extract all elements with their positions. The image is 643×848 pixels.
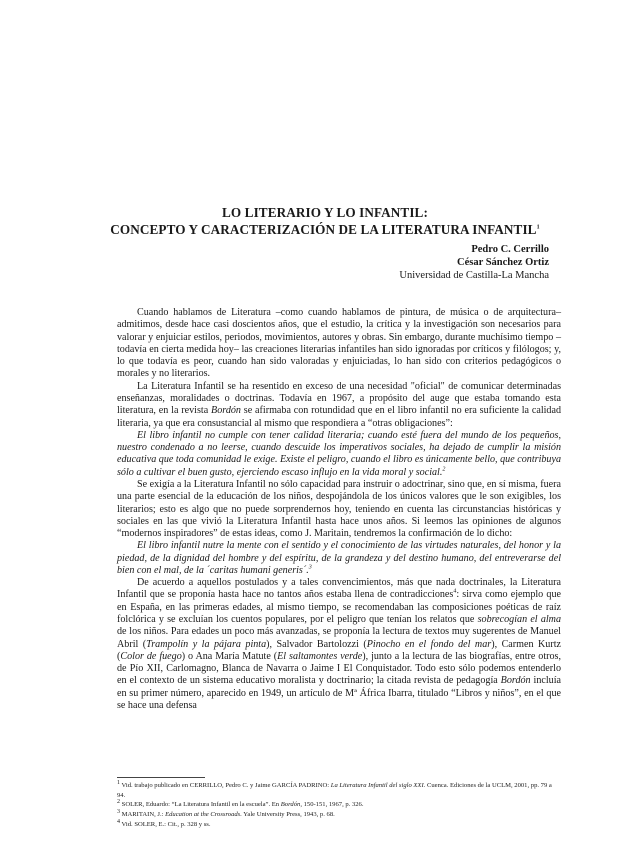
p4-text-e: ), Carmen Kurtz ( bbox=[117, 638, 561, 662]
footnote-3-text-a: MARITAIN, J.: bbox=[121, 811, 166, 819]
quote-1-text: El libro infantil no cumple con tener calidad literaria; cuando esté fuera del mundo de los pequeños, nuestro condenado a no leerse, cuando descuide los imperativos sociales, ha dejado de cumplir la misión educativa que toda comunidad le exige. Existe el peligro, cuando el libro es únicamente bello, que contribuya sólo a cultivar el buen gusto, ejerciendo escaso influjo en la vida moral y social. bbox=[117, 429, 561, 478]
footnotes bbox=[117, 781, 561, 830]
p4-text-h: incluía en su primer número, aparecido en 1949, un artículo de Mª África Ibarra, titulado “Libros y niños”, en el que se hace una defensa bbox=[117, 675, 561, 711]
title-line-1 bbox=[100, 204, 550, 221]
quote-1-mark: 2 bbox=[442, 466, 446, 473]
footnote-2 bbox=[117, 800, 561, 810]
paragraph-1: Cuando hablamos de Literatura –como cuando hablamos de pintura, de música o de arquitectura– admitimos, desde hace casi doscientos años, que el estudio, la crítica y la investigación son necesarios para valorar y enjuiciar estilos, periodos, movimientos, autores y obras. Sin embargo, durante muchísimo tiempo –todavía en cierta medida hoy– las creaciones literarias infantiles han sido ignoradas por críticos y filólogos; y, lo que todavía es peor, cuando han sido valoradas y enjuiciadas, lo han sido con criterios pedagógicos o morales y no literarios. bbox=[117, 307, 561, 380]
footnote-4-text: Vid. SOLER, E.: Cit., p. 328 y ss. bbox=[121, 820, 211, 828]
paragraph-3: Se exigía a la Literatura Infantil no sólo capacidad para instruir o adoctrinar, sino que, en sí misma, fuera una parte esencial de la educación de los niños, despojándola de los únicos valores que le son exigibles, los literarios; esto es algo que no puede sorprendernos hoy, teniendo en cuenta las circunstancias históricas y sociales en las que vivió la Literatura Infantil hasta hace unos años. Si leemos las opiniones de algunos “modernos inspiradores” de estas ideas, como J. Maritain, tendremos la confirmación de lo dicho: bbox=[117, 478, 561, 540]
footnote-2-text-a: SOLER, Eduardo: “La Literatura Infantil en la escuela”. En bbox=[121, 801, 281, 809]
footnote-2-mark: 2 bbox=[117, 799, 120, 806]
footnote-4 bbox=[117, 820, 561, 830]
footnote-2-italic: Bordón bbox=[280, 801, 301, 809]
body-text bbox=[117, 307, 561, 712]
footnote-3-text-b: Yale University Press, 1943, p. 68. bbox=[241, 811, 335, 819]
title-line-1-text: LO LITERARIO Y LO INFANTIL: bbox=[222, 205, 428, 220]
p4-text-f: ) o Ana María Matute ( bbox=[181, 650, 278, 662]
footnote-1-italic: La Literatura Infantil del siglo XXI. bbox=[330, 782, 426, 789]
author-1: Pedro C. Cerrillo bbox=[471, 244, 549, 255]
p4-text-c: de los niños. Para edades un poco más avanzadas, se proponía la lectura de textos muy sugerentes de Manuel Abril ( bbox=[117, 626, 561, 650]
p4-italic-5: El saltamontes verde bbox=[277, 650, 363, 662]
footnote-1 bbox=[117, 781, 561, 800]
footnote-3 bbox=[117, 810, 561, 820]
p4-text-b: : sirva como ejemplo que en España, en las primeras edades, al mismo tiempo, se recomendaban las composiciones poéticas de raíz folclórica y se excluían los cuentos populares, por el peligro que tenían los relatos que bbox=[117, 589, 561, 626]
quote-2 bbox=[117, 540, 561, 577]
footnote-divider bbox=[117, 777, 205, 778]
footnote-2-text-b: , 150-151, 1967, p. 326. bbox=[300, 801, 364, 809]
p2-italic: Bordón bbox=[211, 405, 241, 417]
footnote-4-mark: 4 bbox=[117, 818, 120, 825]
p4-italic-6: Bordón bbox=[500, 675, 531, 687]
p4-italic-2: Trampolín y la pájara pinta bbox=[146, 638, 267, 650]
paragraph-4 bbox=[117, 577, 561, 712]
footnote-1-text-a: Vid. trabajo publicado en CERRILLO, Pedro C. y Jaime GARCÍA PADRINO: bbox=[121, 782, 331, 789]
p4-mark: 4 bbox=[453, 589, 457, 596]
p2-text-b: se afirmaba con rotundidad que en el libro infantil no era suficiente la calidad literaria, ya que era consustancial al mismo que respondiera a “otras obligaciones”: bbox=[117, 405, 562, 429]
footnote-1-text-b: Cuenca. Ediciones de la UCLM, 2001, pp. 79 a 94. bbox=[117, 782, 552, 799]
p4-italic-1: sobrecogían el alma bbox=[477, 614, 562, 626]
quote-1 bbox=[117, 430, 561, 479]
footnote-3-mark: 3 bbox=[117, 808, 120, 815]
title-footnote-mark: 1 bbox=[536, 224, 540, 231]
footnote-3-italic: Education at the Crossroads. bbox=[165, 811, 242, 819]
p4-italic-4: Color de fuego bbox=[120, 650, 182, 662]
p2-text-a: La Literatura Infantil se ha resentido en exceso de una necesidad "oficial" de comunicar determinadas enseñanzas, moralidades o doctrinas. Todavía en 1967, a propósito del auge que estaba tomando esta literatura, en la revista bbox=[117, 380, 561, 417]
p4-text-a: De acuerdo a aquellos postulados y a tales convencimientos, más que nada doctrinales, la Literatura Infantil que se proponía hasta hace no tantos años estaba llena de contradicciones bbox=[117, 577, 561, 601]
affiliation: Universidad de Castilla-La Mancha bbox=[399, 270, 549, 281]
paragraph-2 bbox=[117, 381, 561, 430]
p4-text-d: ), Salvador Bartolozzi ( bbox=[266, 638, 367, 650]
author-2: César Sánchez Ortiz bbox=[457, 257, 549, 268]
quote-2-text: El libro infantil nutre la mente con el sentido y el conocimiento de las virtudes naturales, del honor y la piedad, de la dignidad del hombre y del espíritu, de la grandeza y del destino humano, del entreverarse del bien con el mal, de la ´caritas humani generis´. bbox=[117, 540, 561, 576]
p4-italic-3: Pinocho en el fondo del mar bbox=[366, 638, 492, 650]
quote-2-mark: 3 bbox=[308, 564, 312, 571]
title-line-2-text: CONCEPTO Y CARACTERIZACIÓN DE LA LITERATURA INFANTIL bbox=[110, 222, 537, 237]
footnote-1-mark: 1 bbox=[117, 779, 120, 786]
title-line-2 bbox=[80, 221, 570, 238]
p4-text-g: ), junto a la lectura de las biografías, entre otros, de Pío XII, Carlomagno, Blanca de Navarra o Jaime I El Conquistador. Todo esto sólo podemos entenderlo en el contexto de un sistema educativo moralista y doctrinario; la citada revista de pedagogía bbox=[117, 650, 561, 687]
